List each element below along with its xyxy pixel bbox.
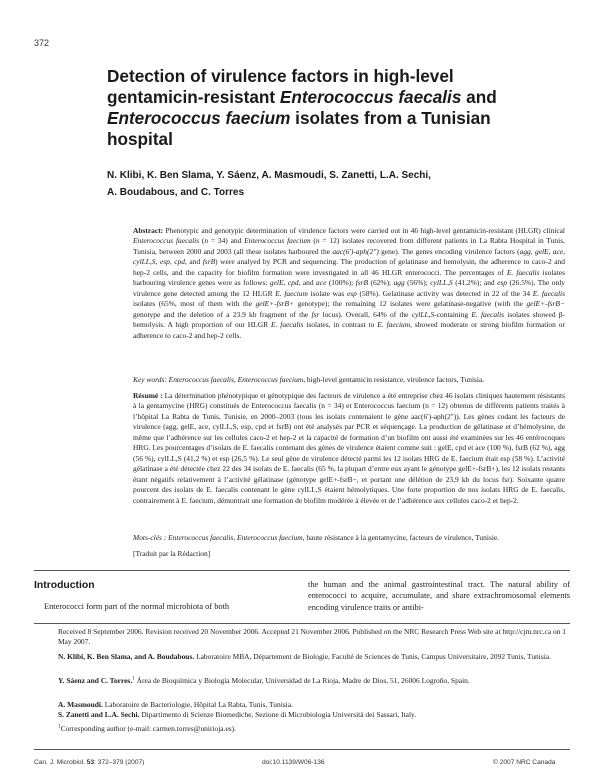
abstract-text: ) were analyed by PCR and sequencing. The production of gelatinase and hemolysin, the adherence to caco-2 and hep-2 cells, and the capacity for biofilm formation were investigated in all 46 HLGR enterococci. The percentages of [133,257,565,277]
abstract-text: isolate was [307,288,347,298]
species-name: E. faecalis [270,320,304,330]
footnote-divider [34,623,570,624]
copyright: © 2007 NRC Canada [493,759,556,766]
journal-pages: : 372–379 (2007) [94,759,145,766]
gene-name: esp [497,278,507,288]
species-name: Enterococcus faecium [244,236,311,246]
author-line-1: N. Klibi, K. Ben Slama, Y. Sáenz, A. Masmoudi, S. Zanetti, L.A. Sechi, [107,170,431,181]
abstract-text: -containing [434,309,472,319]
affiliation-4 [58,710,570,720]
species-name: E. faecium [377,320,411,330]
title-part-1: Detection of virulence factors in high-level gentamicin-resistant [107,66,454,107]
affiliation-names: A. Masmoudi. [58,700,103,709]
gene-name: cylLL,S [430,278,453,288]
species-name: Enterococcus faecalis [133,236,200,246]
gene-name: agg, gelE, ace, cylLL,S, esp, cpd, [133,246,565,267]
species-name: E. faecalis [532,288,565,298]
gene-name: fsr [311,309,320,319]
corresponding-author [58,724,570,734]
affiliation-text: Dipartimento di Scienze Biomediche, Sezione di Microbiologia Università dei Sassari, Italy. [139,710,417,719]
keyword: , haute résistance à la gentamycine, facteurs de virulence, Tunisie. [302,533,500,542]
gene-name: gelE, cpd, [269,278,301,288]
abstract-var: n [204,236,209,246]
affiliation-2 [58,676,570,686]
affiliation-1 [58,652,570,662]
section-divider [34,570,570,571]
keyword: Enterococcus faecium [237,533,303,542]
keywords [133,375,565,385]
affiliation-3 [58,700,570,710]
author-list [107,168,527,201]
keyword-sep: , [233,375,238,384]
keywords-label: Key words: [133,375,167,384]
mots-cles-label: Mots-clés : [133,533,167,542]
keyword-sep: , [233,533,238,542]
journal-name: Can. J. Microbiol. [34,759,85,766]
resume-label: Résumé : [133,391,163,400]
keyword: Enterococcus faecalis [168,533,234,542]
page-number: 372 [34,38,50,48]
affiliation-names: Y. Sáenz and C. Torres. [58,676,133,685]
abstract-text: (62%); [368,278,394,288]
abstract-text: isolates harbouring virulence genes were as follows: [133,267,565,288]
gene-name: gelE+-fsrB− [526,299,565,309]
intro-left-column: Enterococci form part of the normal microbiota of both [44,602,230,611]
abstract-text: genotype and the deletion of a 23.9 kb fragment of the [133,309,312,319]
gene-name: gelE+-fsrB+ [255,299,295,309]
species-name: E. faecalis [471,309,505,319]
journal-volume: 53 [86,759,95,766]
abstract-text: isolates (65%, most of them with the [133,299,256,309]
author-line-2: A. Boudabous, and C. Torres [107,186,245,198]
affiliation-names: N. Klibi, K. Ben Slama, and A. Boudabous. [58,652,195,661]
abstract-text: ( [310,236,316,246]
bottom-divider [34,749,570,750]
title-part-2: and [461,87,497,107]
introduction-heading: Introduction [34,580,95,591]
intro-right-column: the human and the animal gastrointestinal tract. The natural ability of enterococci to acquire, accumulate, and share extrachromosomal elements encoding virulence traits or antibi- [308,580,570,612]
abstract-text: gene). The genes encoding virulence factors ( [378,246,520,256]
species-name: E. faecium [275,288,308,298]
gene-name: cylLL,S [411,309,435,319]
gene-name: fsrB [202,257,216,267]
abstract-text: isolates, in contrast to [303,320,378,330]
abstract-text: ( [199,236,205,246]
abstract-text: (26.5%). The only virulence gene detected among the 12 HLGR [133,278,565,298]
footnote-mark: 1 [58,723,61,730]
abstract-text: (41.2%); and [452,278,498,288]
abstract-text: (56%); [404,278,431,288]
corresponding-text: Corresponding author (e-mail: carmen.torres@unirioja.es). [60,724,236,733]
keyword: Enterococcus faecium [237,375,304,384]
affiliation-text: Laboratoire de Bacteriologie, Hôpital La Rabta, Tunis, Tunisia. [102,700,293,709]
resume-french [133,391,565,506]
affiliation-text: Área de Bioquímica y Biología Molecular, Universidad de La Rioja, Madre de Dios, 51, 26006 Logroño, Spain. [134,676,470,685]
article-title [107,66,547,150]
abstract-text: and [186,257,203,267]
title-species-1: Enterococcus faecalis [279,87,462,107]
abstract-text: (100%); [326,278,356,288]
abstract-text: and [300,278,317,288]
abstract-label: Abstract: [133,226,164,235]
abstract-text: = 12) isolates recovered from different patients in La Rabta Hospital in Tunis, Tunisia, between 2000 and 2003 (all these isolates harboured the [133,236,565,256]
translation-note: [Traduit par la Rédaction] [133,549,211,558]
resume-text: La détermination phénotypique et génotypique des facteurs de virulence a été entreprise chez 46 isolats cliniques hautement résistants à la gentamycine (HRG) constitués de Enterococcus faecalis (n = 34) et Enterococcus faecium (n = 12) obtenus de différents patients traités à l’hôpital La Rabta de Tunis, Tunisie, en 2000–2003 (tous les isolats contenaient le gène aac(6′)-aph(2″)). Les gènes codant les facteurs de virulence (agg, gelE, ace, cylLL,S, esp, cpd et fsrB) ont été analysés par PCR et séquençage. La production de gélatinase et d’hémolysine, de même que l’adhérence sur les cellules caco-2 et hep-2 et la capacité de formation d’un biofilm ont aussi été examinées sur les 46 entérocoques HRG. Les pourcentages d’isolats de E. faecalis contenant des gènes de virulence étaient comme suit : gelE, cpd et ace (100 %), fsrB (62 %), agg (56 %), cylLL,S (41,2 %) et esp (26,5 %). Le seul gène de virulence détecté parmi les 12 isolats HRG de E. faecium était esp (58 %). L’activité gélatinase a été détectée chez 22 des 34 isolats de E. faecalis (65 %, la plupart d’entre eux ayant le génotype gelE+-fsrB+), les 12 isolats restants étant négatifs relativement à l’activité gélatinase (génotype gelE+-fsrB−, et portant une délétion de 23,9 kb du locus fsr). Soixante quatre pourcent des isolats de E. faecalis contenant le gène cylLL,S étaient hémolytiques. Une forte proportion de nos isolats HRG de E. faecalis, contrairement à E. faecium, démontrait une formation de biofilm modérée à élevée et de l’adhérence aux cellules caco-2 et hep-2. [133,391,565,505]
gene-name: ace [316,278,327,288]
abstract-text: = 34) and [208,236,245,246]
abstract-text: , showed moderate or strong biofilm formation or adherence to caco-2 and hep-2 cells. [133,320,565,340]
abstract-var: n [315,236,320,246]
title-species-2: Enterococcus faecium [107,108,291,128]
affiliation-text: Laboratoire MBA, Département de Biologie, Faculté de Sciences de Tunis, Campus Universitaire, 2092 Tunis, Tunisia. [194,652,551,661]
abstract-text: genotype); the remaining 12 isolates were gelatinase-negative (with the [294,299,527,309]
gene-name: esp [346,288,357,298]
affiliation-names: S. Zanetti and L.A. Sechi. [58,710,140,719]
abstract-text: Phenotypic and genotypic determination of virulence factors were carried out in 46 high-level gentamicin-resistant (HLGR) clinical [163,226,565,235]
abstract [133,226,565,341]
species-name: E. faecalis [506,267,540,277]
gene-name: fsrB [355,278,369,288]
journal-citation [34,759,144,766]
received-dates: Received 8 September 2006. Revision received 20 November 2006. Accepted 21 November 2006. Published on the NRC Research Press Web site at http://cjm.nrc.ca on 1 May 2007. [58,627,566,646]
keyword: Enterococcus faecalis [168,375,234,384]
abstract-text: isolates showed β-hemolysis. A high proportion of our HLGR [133,309,566,330]
doi: doi:10.1139/W06-136 [262,759,325,766]
abstract-text: locus). Overall, 64% of the [319,309,412,319]
mots-cles [133,533,565,543]
keyword: , high-level gentamicin resistance, virulence factors, Tunisia. [303,375,485,384]
gene-name: aac(6′)-aph(2″) [332,246,379,256]
footnote-mark: 1 [132,675,135,682]
title-part-3: isolates from a Tunisian hospital [107,108,491,149]
abstract-text: (58%). Gelatinase activity was detected in 22 of the 34 [356,288,533,298]
gene-name: agg [393,278,405,288]
